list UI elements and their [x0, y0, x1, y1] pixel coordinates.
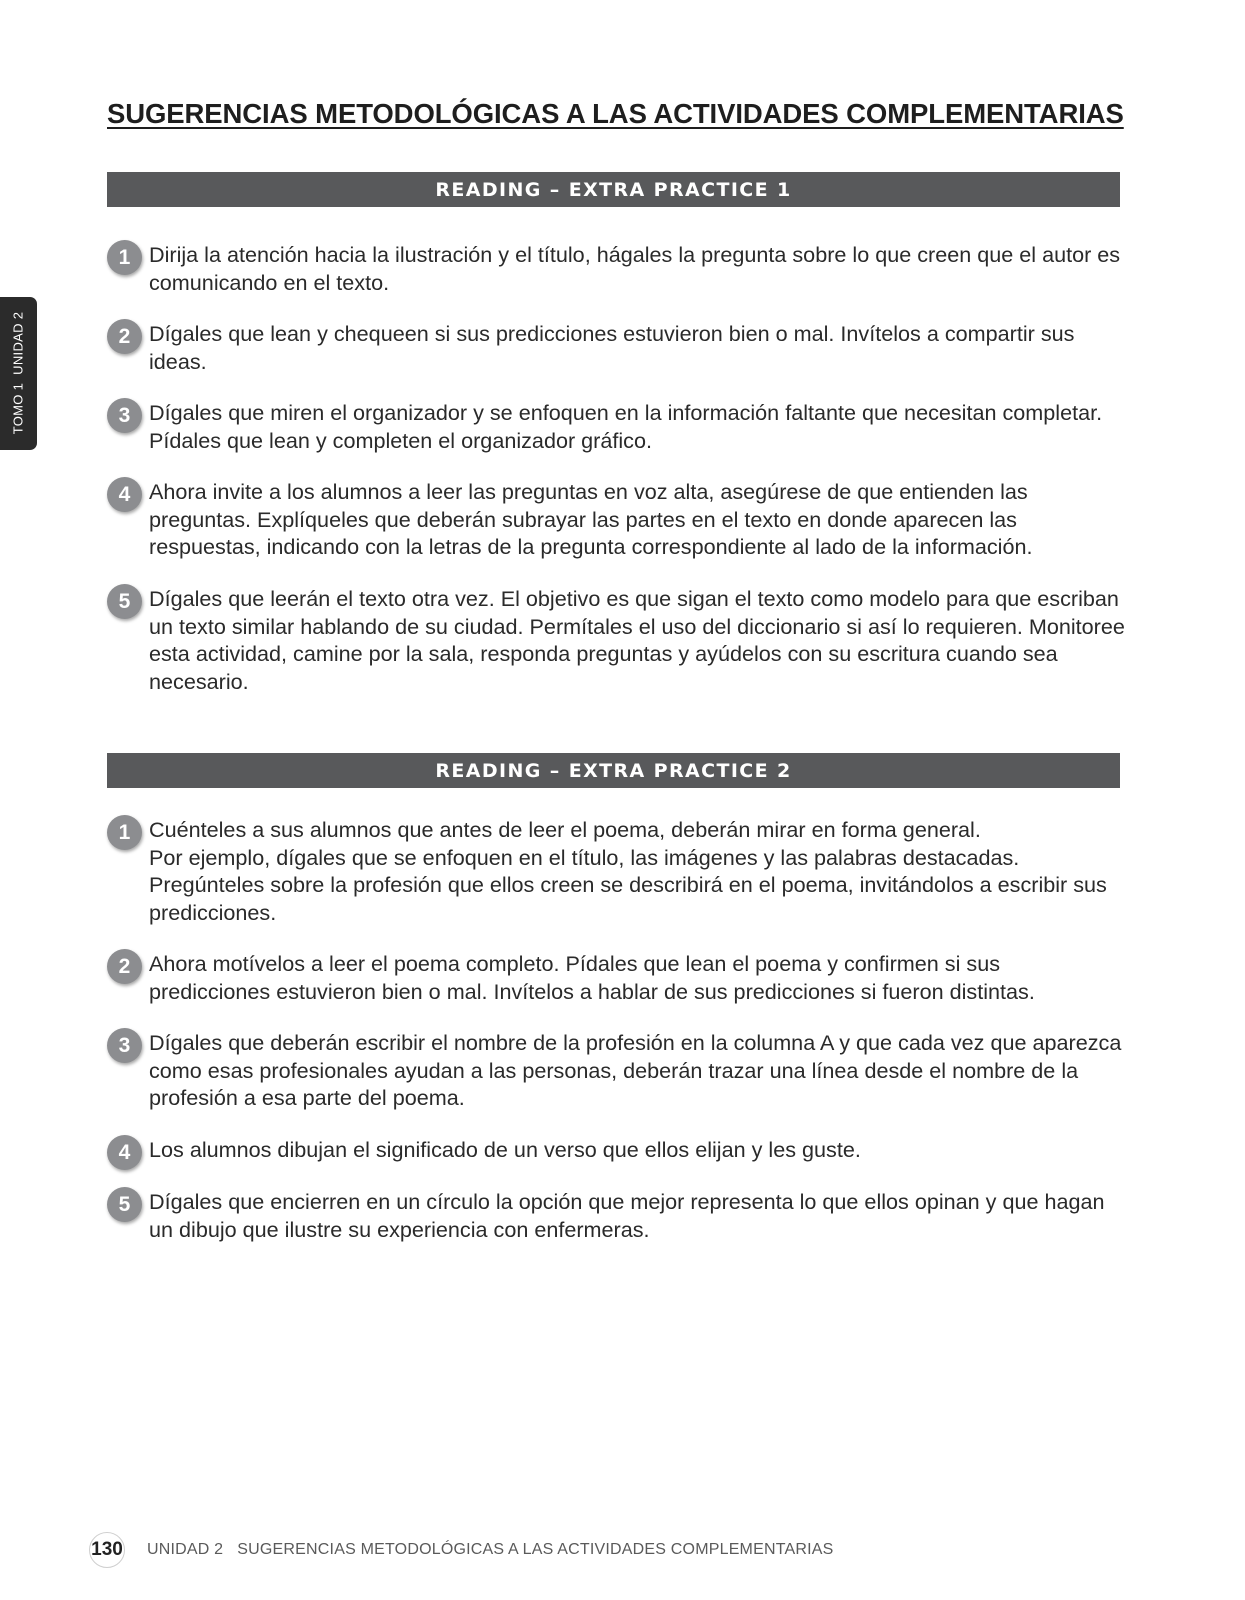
side-tab-label [11, 308, 26, 438]
item-number-badge: 2 [107, 949, 142, 984]
section-header-extra-practice-2: READING – EXTRA PRACTICE 2 [107, 753, 1120, 788]
item-text: Ahora motívelos a leer el poema completo. Pídales que lean el poema y confirmen si sus predicciones estuvieron bien o mal. Invítelos a hablar de sus predicciones si fueron distintas. [149, 951, 1035, 1004]
list-item [107, 319, 1127, 375]
page-number: 130 [89, 1532, 125, 1568]
item-number-badge: 4 [107, 1135, 142, 1170]
item-number-badge: 2 [107, 319, 142, 354]
item-text: Dirija la atención hacia la ilustración y el título, hágales la pregunta sobre lo que creen que el autor es comunicando en el texto. [149, 242, 1121, 295]
item-text: Cuénteles a sus alumnos que antes de leer el poema, deberán mirar en forma general. Por ejemplo, dígales que se enfoquen en el título, las imágenes y las palabras destacadas. Pregúnteles sobre la profesión que ellos creen se describirá en el poema, invitándolos a escribir sus predicciones. [149, 817, 1107, 925]
item-text: Dígales que deberán escribir el nombre de la profesión en la columna A y que cada vez que aparezca como esas profesionales ayudan a las personas, deberán trazar una línea desde el nombre de la profesión a esa parte del poema. [149, 1030, 1122, 1111]
item-text: Dígales que leerán el texto otra vez. El objetivo es que sigan el texto como modelo para que escriban un texto similar hablando de su ciudad. Permítales el uso del diccionario si así lo requieren. Monitoree esta actividad, camine por la sala, responda preguntas y ayúdelos con su escritura cuando sea necesario. [149, 586, 1125, 694]
item-number-badge: 5 [107, 1187, 142, 1222]
item-text: Los alumnos dibujan el significado de un verso que ellos elijan y les guste. [149, 1137, 861, 1162]
list-item [107, 1028, 1127, 1112]
item-number-badge: 1 [107, 240, 142, 275]
footer-running-title [147, 1541, 834, 1559]
item-number-badge: 3 [107, 1028, 142, 1063]
footer-title: SUGERENCIAS METODOLÓGICAS A LAS ACTIVIDADES COMPLEMENTARIAS [237, 1541, 834, 1558]
item-text: Dígales que encierren en un círculo la opción que mejor representa lo que ellos opinan y que hagan un dibujo que ilustre su experiencia con enfermeras. [149, 1189, 1105, 1242]
footer-unit: UNIDAD 2 [147, 1541, 224, 1558]
list-item [107, 584, 1127, 695]
page-title: SUGERENCIAS METODOLÓGICAS A LAS ACTIVIDADES COMPLEMENTARIAS [107, 98, 1124, 129]
list-item [107, 398, 1127, 454]
item-number-badge: 4 [107, 477, 142, 512]
item-number-badge: 3 [107, 398, 142, 433]
list-item [107, 477, 1127, 561]
list-item [107, 815, 1127, 926]
list-item [107, 1135, 1127, 1164]
item-number-badge: 5 [107, 584, 142, 619]
section-header-extra-practice-1: READING – EXTRA PRACTICE 1 [107, 172, 1120, 207]
list-item [107, 949, 1127, 1005]
item-text: Dígales que miren el organizador y se enfoquen en la información faltante que necesitan completar. Pídales que lean y completen el organizador gráfico. [149, 400, 1103, 453]
side-tab-tomo: TOMO 1 [10, 382, 26, 435]
item-text: Ahora invite a los alumnos a leer las preguntas en voz alta, asegúrese de que entienden las preguntas. Explíqueles que deberán subrayar las partes en el texto en donde aparecen las respuestas, indicando con la letras de la pregunta correspondiente al lado de la información. [149, 479, 1033, 560]
list-item [107, 240, 1127, 296]
side-tab-unidad: UNIDAD 2 [10, 311, 26, 375]
list-item [107, 1187, 1127, 1243]
item-number-badge: 1 [107, 815, 142, 850]
item-text: Dígales que lean y chequeen si sus predicciones estuvieron bien o mal. Invítelos a compartir sus ideas. [149, 321, 1075, 374]
